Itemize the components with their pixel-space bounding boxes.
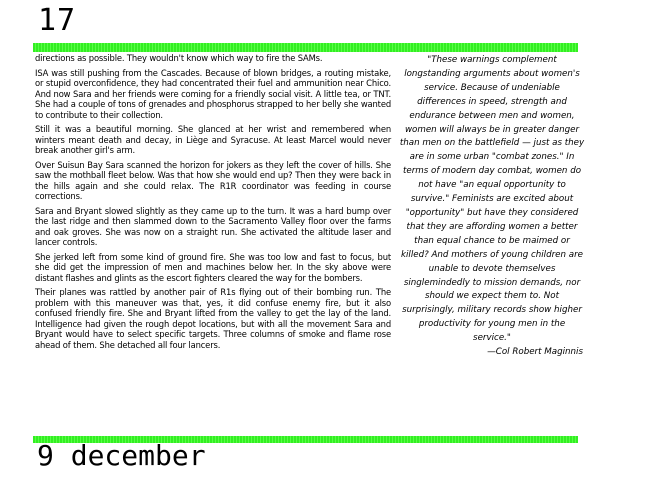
section-date-heading: 9 december xyxy=(37,439,206,472)
quote-text: "These warnings complement longstanding arguments about women's service. Because of undeniable differences in speed, strength and endurance between men and women, women will always be in greater danger than men on the battlefield — just as they are in some urban "combat zones." In terms of modern day combat, women do not have "an equal opportunity to survive." Feminists are excited about "opportunity" but have they considered that they are affording women a better than equal chance to be maimed or killed? And mothers of young children are unable to devote themselves singlemindedly to mission demands, nor should we expect them to. Not surprisingly, military records show higher productivity for young men in the service." xyxy=(399,55,585,344)
story-paragraph: She jerked left from some kind of ground fire. She was too low and fast to focus, but she did get the impression of men and machines below her. In the sky above were distant flashes and glints as the escort fighters cleared the way for the bombers. xyxy=(35,251,391,283)
story-paragraph: Sara and Bryant slowed slightly as they came up to the turn. It was a hard bump over the last ridge and then slammed down to the Sacramento Valley floor over the farms and oak groves. She was now on a straight run. She activated the altitude laser and lancer controls. xyxy=(35,205,391,247)
story-paragraph: Their planes was rattled by another pair of R1s flying out of their bombing run. The problem with this maneuver was that, yes, it did confuse enemy fire, but it also confused friendly fire. She and Bryant lifted from the valley to get the lay of the land. Intelligence had given the rough depot locations, but with all the movement Sara and Bryant would have to select specific targets. Three columns of smoke and flame rose ahead of them. She detached all four lancers. xyxy=(35,287,391,350)
sidebar-quote xyxy=(399,54,585,360)
story-paragraph: Over Suisun Bay Sara scanned the horizon for jokers as they left the cover of hills. She saw the mothball fleet below. Was that how she would end up? Then they were back in the hills again and she could relax. The R1R coordinator was feeding in course corrections. xyxy=(35,159,391,201)
quote-attribution: —Col Robert Maginnis xyxy=(487,347,583,358)
story-column xyxy=(35,53,391,354)
page-number: 17 xyxy=(38,3,77,38)
story-paragraph: ISA was still pushing from the Cascades. Because of blown bridges, a routing mistake, or stupid overconfidence, they had concentrated their fuel and ammunition near Chico. And now Sara and her friends were coming for a friendly social visit. A little tea, or TNT. She had a couple of tons of grenades and phosphorus strapped to her belly she wanted to contribute to their collection. xyxy=(35,67,391,120)
story-paragraph: Still it was a beautiful morning. She glanced at her wrist and remembered when winters meant death and decay, in Liège and Syracuse. At least Marcel would never break another girl's arm. xyxy=(35,124,391,155)
story-paragraph: directions as possible. They wouldn't know which way to fire the SAMs. xyxy=(35,53,323,63)
top-divider-bar xyxy=(33,43,578,52)
